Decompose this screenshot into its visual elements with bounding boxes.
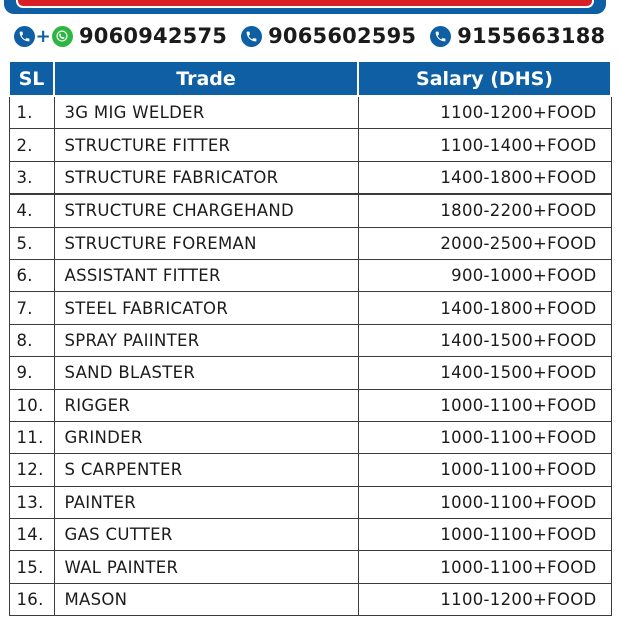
table-row — [9, 161, 611, 194]
row-sl: 1. — [9, 96, 54, 129]
row-salary: 1800-2200+FOOD — [358, 194, 611, 227]
row-sl: 10. — [9, 389, 54, 421]
table-row — [9, 96, 611, 129]
whatsapp-icon — [52, 26, 73, 47]
row-salary: 1100-1200+FOOD — [358, 583, 611, 615]
row-sl: 13. — [9, 486, 54, 518]
row-trade: MASON — [54, 583, 358, 615]
row-salary: 1100-1200+FOOD — [358, 96, 611, 129]
row-trade: SPRAY PAIINTER — [54, 324, 358, 356]
row-trade: GAS CUTTER — [54, 519, 358, 551]
phone-number: 9065602595 — [268, 24, 417, 48]
top-banner-red-strip — [16, 0, 594, 8]
table-row — [9, 324, 611, 356]
row-sl: 6. — [9, 259, 54, 291]
row-trade: ASSISTANT FITTER — [54, 259, 358, 291]
table-row — [9, 357, 611, 389]
table-row — [9, 583, 611, 615]
row-salary: 1000-1100+FOOD — [358, 389, 611, 421]
row-salary: 1400-1800+FOOD — [358, 161, 611, 194]
row-trade: WAL PAINTER — [54, 551, 358, 583]
row-salary: 1100-1400+FOOD — [358, 129, 611, 161]
table-row — [9, 292, 611, 324]
phone-icon — [241, 26, 262, 47]
row-salary: 1000-1100+FOOD — [358, 421, 611, 453]
table-row — [9, 227, 611, 259]
row-salary: 1400-1500+FOOD — [358, 324, 611, 356]
row-trade: STRUCTURE FABRICATOR — [54, 161, 358, 194]
row-trade: SAND BLASTER — [54, 357, 358, 389]
row-salary: 1000-1100+FOOD — [358, 551, 611, 583]
table-row — [9, 389, 611, 421]
header-trade: Trade — [54, 61, 358, 96]
table-row — [9, 194, 611, 227]
row-salary: 1400-1800+FOOD — [358, 292, 611, 324]
table-row — [9, 551, 611, 583]
table-row — [9, 421, 611, 453]
row-salary: 1400-1500+FOOD — [358, 357, 611, 389]
row-sl: 4. — [9, 194, 54, 227]
table-row — [9, 486, 611, 518]
table-row — [9, 454, 611, 486]
table-row — [9, 259, 611, 291]
row-sl: 9. — [9, 357, 54, 389]
row-sl: 5. — [9, 227, 54, 259]
row-salary: 900-1000+FOOD — [358, 259, 611, 291]
row-sl: 7. — [9, 292, 54, 324]
row-salary: 2000-2500+FOOD — [358, 227, 611, 259]
salary-table — [8, 60, 612, 616]
row-sl: 3. — [9, 161, 54, 194]
header-salary: Salary (DHS) — [358, 61, 611, 96]
row-sl: 2. — [9, 129, 54, 161]
row-trade: S CARPENTER — [54, 454, 358, 486]
row-sl: 15. — [9, 551, 54, 583]
header-sl: SL — [9, 61, 54, 96]
row-trade: GRINDER — [54, 421, 358, 453]
row-trade: PAINTER — [54, 486, 358, 518]
row-sl: 11. — [9, 421, 54, 453]
table-row — [9, 129, 611, 161]
row-trade: STEEL FABRICATOR — [54, 292, 358, 324]
row-sl: 8. — [9, 324, 54, 356]
plus-sign: + — [35, 25, 51, 47]
phone-number: 9060942575 — [78, 24, 228, 48]
row-salary: 1000-1100+FOOD — [358, 519, 611, 551]
table-header-row — [9, 61, 611, 96]
row-trade: RIGGER — [54, 389, 358, 421]
phone-entry-3[interactable] — [430, 24, 605, 48]
row-trade: STRUCTURE FOREMAN — [54, 227, 358, 259]
top-banner — [4, 0, 606, 14]
row-salary: 1000-1100+FOOD — [358, 486, 611, 518]
phone-entry-1[interactable] — [14, 24, 227, 48]
row-sl: 16. — [9, 583, 54, 615]
row-trade: STRUCTURE CHARGEHAND — [54, 194, 358, 227]
phone-icon — [14, 26, 35, 47]
row-trade: 3G MIG WELDER — [54, 96, 358, 129]
phone-entry-2[interactable] — [241, 24, 416, 48]
phone-whatsapp-icons — [14, 26, 73, 47]
phone-number: 9155663188 — [457, 24, 606, 48]
contact-phones — [0, 20, 619, 52]
table-row — [9, 519, 611, 551]
row-trade: STRUCTURE FITTER — [54, 129, 358, 161]
phone-icon — [430, 26, 451, 47]
row-sl: 12. — [9, 454, 54, 486]
row-sl: 14. — [9, 519, 54, 551]
row-salary: 1000-1100+FOOD — [358, 454, 611, 486]
